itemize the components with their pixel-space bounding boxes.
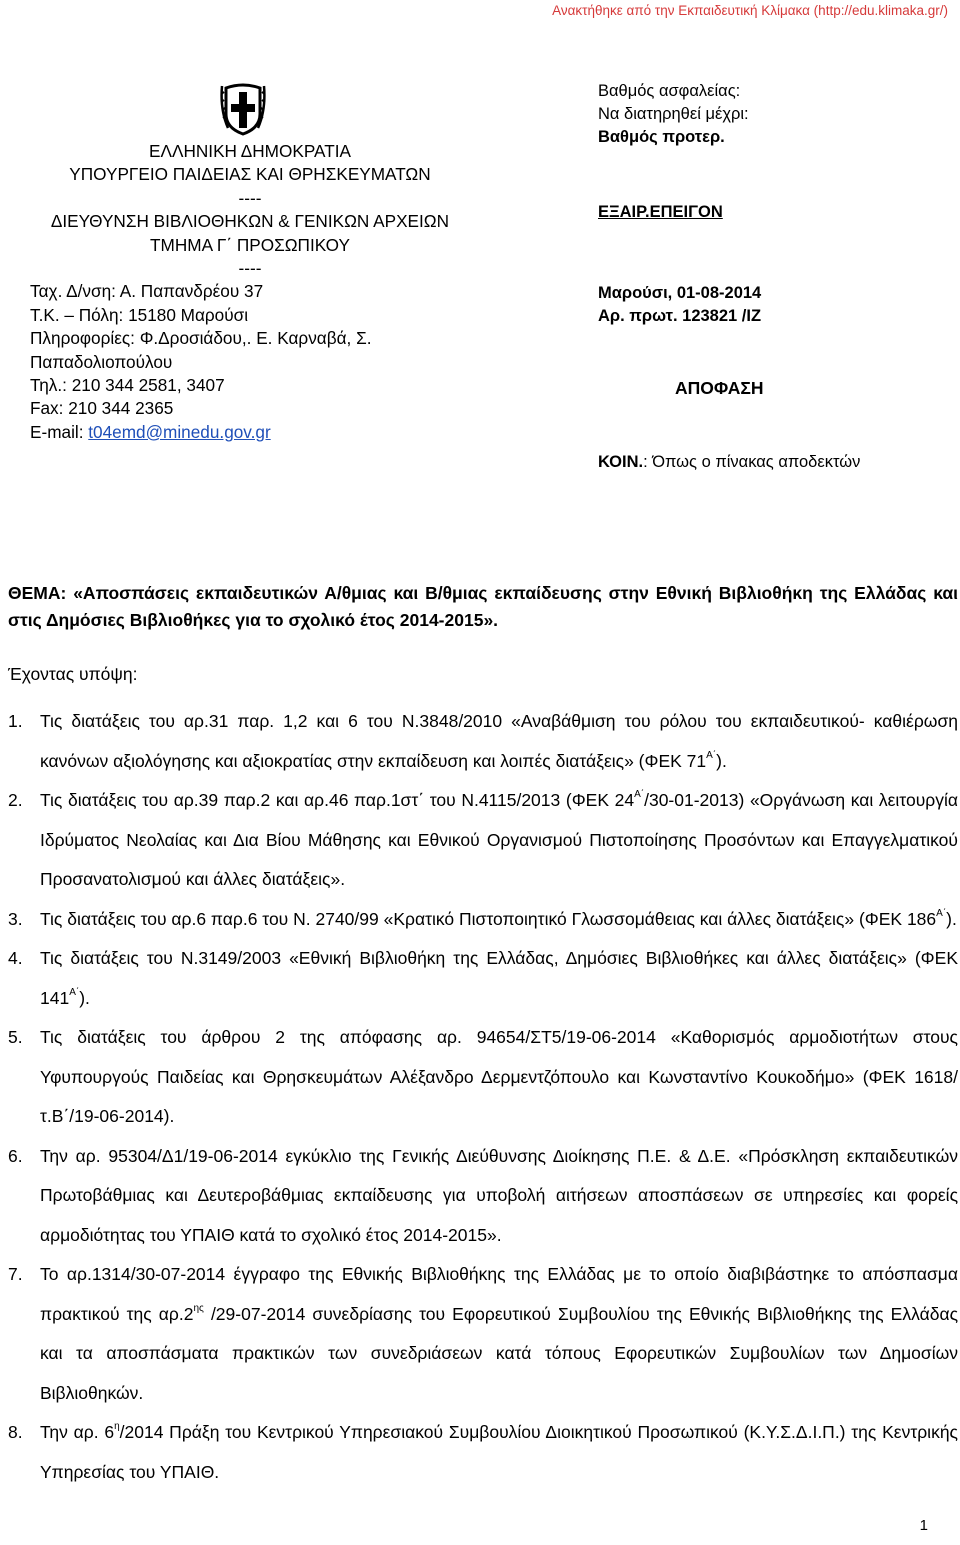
page-number: 1 [919,1517,928,1534]
email-link[interactable]: t04emd@minedu.gov.gr [88,421,271,442]
list-item: 6. Την αρ. 95304/Δ1/19-06-2014 εγκύκλιο της Γενικής Διεύθυνσης Διοίκησης Π.Ε. & Δ.Ε. «Πρόσκληση εκπαιδευτικών Πρωτοβάθμιας και Δευτεροβάθμιας εκπαίδευσης για υποβολή αιτήσεων αποσπάσεων σε υπηρεσίες και φορείς αρμοδιότητας του ΥΠΑΙΘ κατά το σχολικό έτος 2014-2015». [8,1145,958,1245]
postal-line: Τ.Κ. – Πόλη: 15180 Μαρούσι [30,304,249,325]
phone-line: Τηλ.: 210 344 2581, 3407 [30,375,225,396]
fax-line: Fax: 210 344 2365 [30,398,174,419]
email-label: E-mail: [30,421,89,442]
cc-line [598,453,860,472]
security-level: Βαθμός ασφαλείας: [598,82,741,100]
date-protocol-block [598,282,761,328]
header-line: ---- [238,258,262,279]
list-item: 5. Τις διατάξεις του άρθρου 2 της απόφασης αρ. 94654/ΣΤ5/19-06-2014 «Καθορισμός αρμοδιοτήτων στους Υφυπουργούς Παιδείας και Θρησκευμάτων Αλέξανδρο Δερμεντζόπουλο και Κωνσταντίνο Κουκοδήμο» (ΦΕΚ 1618/τ.Β΄/19-06-2014). [8,1027,958,1126]
list-item: 7. Το αρ.1314/30-07-2014 έγγραφο της Εθνικής Βιβλιοθήκης της Ελλάδας με το οποίο διαβιβάστηκε το απόσπασμα πρακτικού της $\alpha\rho.2^{\eta\varsigma}$ /29-07-2014 συνεδρίασης του Εφορευτικού Συμβουλίου της Εθνικής Βιβλιοθήκης της Ελλάδας και τα αποσπάσματα πρακτικών των συνεδριάσεων κατά τόπους Εφορευτικών Συμβουλίων των Δημοσίων Βιβλιοθηκών. [8,1264,958,1403]
greek-coat-of-arms-icon [220,80,266,138]
subject: ΘΕΜΑ: «Αποσπάσεις εκπαιδευτικών Α/θμιας και Β/θμιας εκπαίδευσης στην Εθνική Βιβλιοθήκη της Ελλάδας και στις Δημόσιες Βιβλιοθήκες για το σχολικό έτος 2014-2015». [8,583,958,630]
document-date: Μαρούσι, 01-08-2014 [598,284,762,302]
header-line: ΔΙΕΥΘΥΝΣΗ ΒΙΒΛΙΟΘΗΚΩΝ & ΓΕΝΙΚΩΝ ΑΡΧΕΙΩΝ [50,211,450,232]
cc-label: ΚΟΙΝ. [598,453,644,471]
address-line: Ταχ. Δ/νση: Α. Παπανδρέου 37 [30,281,264,302]
decision-title: ΑΠΟΦΑΣΗ [675,378,764,398]
info-line: Πληροφορίες: Φ.Δροσιάδου,. Ε. Καρναβά, Σ. Παπαδολιοπούλου [30,328,372,372]
header-line: ΕΛΛΗΝΙΚΗ ΔΗΜΟΚΡΑΤΙΑ [149,141,351,161]
cc-text: : Όπως ο πίνακας αποδεκτών [643,453,861,471]
list-item: 3. Τις διατάξεις του αρ.6 παρ.6 του Ν. 2740/99 «Κρατικό Πιστοποιητικό Γλωσσομάθειας και άλλες διατάξεις» (ΦΕΚ $186^{A΄}$). [8,907,957,929]
sender-block [30,140,470,444]
list-item: 2. Τις διατάξεις του αρ.39 παρ.2 και αρ.46 παρ.1στ΄ του Ν.4115/2013 (ΦΕΚ $24^{A΄}/30-01-2013$) «Οργάνωση και λειτουργία Ιδρύματος Νεολαίας και Δια Βίου Μάθησης και Εθνικού Οργανισμού Πιστοποίησης Προσόντων και Επαγγελματικού Προσανατολισμού και άλλες διατάξεις». [8,789,958,889]
header-line: ΤΜΗΜΑ Γ΄ ΠΡΟΣΩΠΙΚΟΥ [150,234,350,255]
list-item: 8. Την αρ. $6^\eta/2014$ Πράξη του Κεντρικού Υπηρεσιακού Συμβουλίου Διοικητικού Προσωπικού (Κ.Υ.Σ.Δ.Ι.Π.) της Κεντρικής Υπηρεσίας του ΥΠΑΙΘ. [8,1421,958,1482]
email-line [30,421,470,444]
source-banner: Ανακτήθηκε από την Εκπαιδευτική Κλίμακα (http://edu.klimaka.gr/) [552,3,948,18]
protocol-number: Αρ. πρωτ. 123821 /ΙΖ [598,307,762,325]
considering-heading: Έχοντας υπόψη: [8,664,138,684]
list-item: 1. Τις διατάξεις του αρ.31 παρ. 1,2 και 6 του Ν.3848/2010 «Αναβάθμιση του ρόλου του εκπαιδευτικού- καθιέρωση κανόνων αξιολόγησης και αξιοκρατίας στην εκπαίδευση και λοιπές διατάξεις» (ΦΕΚ $71^{A΄}$). [8,711,958,771]
header-line: ΥΠΟΥΡΓΕΙΟ ΠΑΙΔΕΙΑΣ ΚΑΙ ΘΡΗΣΚΕΥΜΑΤΩΝ [69,164,431,185]
urgent-label: ΕΞΑΙΡ.ΕΠΕΙΓΟΝ [598,203,723,221]
list-item: 4. Τις διατάξεις του Ν.3149/2003 «Εθνική Βιβλιοθήκη της Ελλάδας, Δημόσιες Βιβλιοθήκες και άλλες διατάξεις» (ΦΕΚ $141^{A΄}$). [8,948,958,1008]
keep-until: Να διατηρηθεί μέχρι: [598,105,749,123]
header-line: ---- [238,187,262,208]
classification-block [598,80,928,149]
priority-level: Βαθμός προτερ. [598,128,725,146]
considerations-list [8,702,958,1492]
